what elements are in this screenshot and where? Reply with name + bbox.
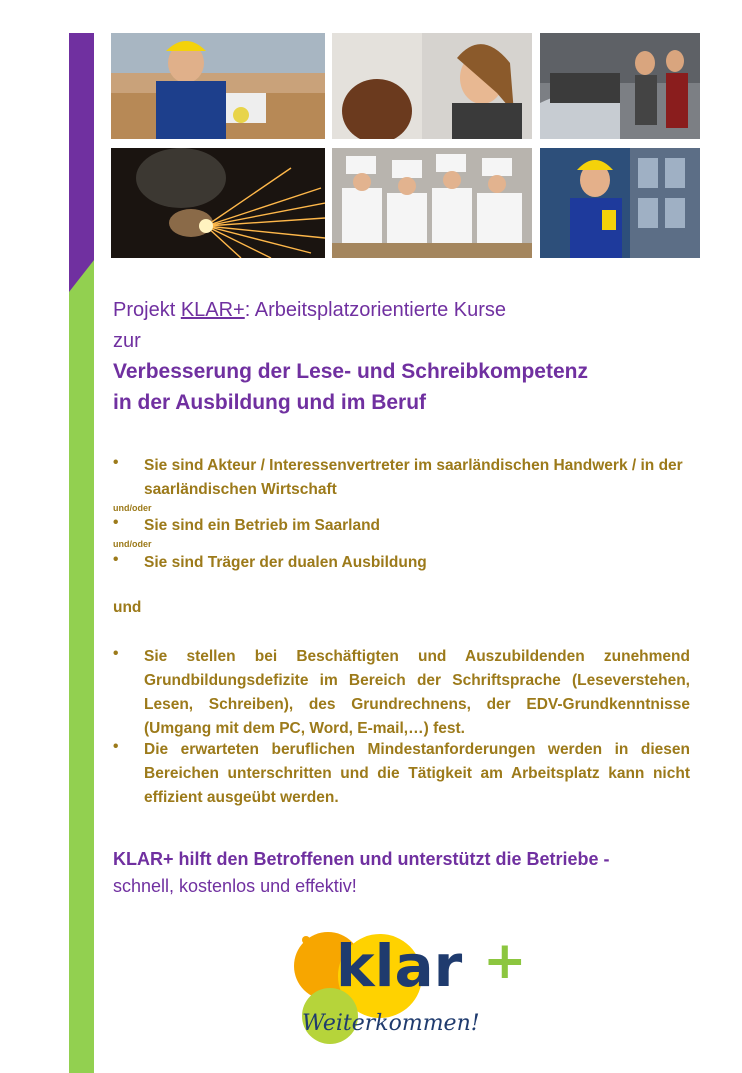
heading-suffix: : Arbeitsplatzorientierte Kurse: [244, 299, 506, 321]
side-bar-green: [69, 260, 94, 1073]
bullet-marker: •: [113, 738, 119, 755]
bullet-akteur: [113, 454, 690, 504]
bullet-betrieb: [113, 514, 690, 538]
bullet-text: Die erwarteten beruflichen Mindestanforderungen werden in diesen Bereichen unterschritten und die Tätigkeit am Arbeitsplatz kann nicht effizient ausgeübt werden.: [144, 741, 690, 806]
bullet-text: Sie sind ein Betrieb im Saarland: [144, 517, 381, 534]
bullet-text: Sie sind Träger der dualen Ausbildung: [144, 554, 427, 571]
photo-worker-clipboard: [111, 33, 325, 139]
bullet-text: Sie sind Akteur / Interessenvertreter im saarländischen Handwerk / in der saarländischen Wirtschaft: [144, 457, 683, 498]
photo-welder-grinder: [111, 148, 325, 258]
heading-line-2: zur: [113, 330, 141, 352]
bullet-mindestanforderungen: [113, 738, 690, 810]
photo-chefs: [332, 148, 532, 258]
klar-plus-logo: [288, 918, 538, 1048]
logo-plus: +: [483, 931, 527, 991]
bullet-traeger: [113, 551, 690, 575]
bullet-marker: •: [113, 454, 119, 471]
heading-prefix: Projekt: [113, 299, 181, 321]
heading-line-3: Verbesserung der Lese- und Schreibkompetenz: [113, 360, 588, 383]
logo-dot: [302, 936, 310, 944]
heading-line-4: in der Ausbildung und im Beruf: [113, 391, 427, 414]
photo-hairdresser: [332, 33, 532, 139]
bullet-marker: •: [113, 514, 119, 531]
bullet-grundbildung: [113, 645, 690, 741]
side-bar-notch: [69, 260, 94, 292]
connector-und-oder-2: und/oder: [113, 539, 152, 549]
bullet-marker: •: [113, 551, 119, 568]
connector-und: und: [113, 599, 142, 616]
photo-electrician: [540, 148, 700, 258]
heading-line-1: [113, 299, 506, 322]
side-bar-purple: [69, 33, 94, 260]
photo-car-mechanics: [540, 33, 700, 139]
bullet-marker: •: [113, 645, 119, 662]
logo-word: klar: [336, 932, 463, 1000]
connector-und-oder-1: und/oder: [113, 503, 152, 513]
klar-link[interactable]: KLAR+: [180, 299, 245, 321]
bullet-text: Sie stellen bei Beschäftigten und Auszubildenden zunehmend Grundbildungsdefizite im Bereich der Schriftsprache (Leseverstehen, Lesen, Schreiben), des Grundrechnens, der EDV-Grundkenntnisse (Umgang mit dem PC, Word, E-mail,…) fest.: [144, 648, 690, 737]
logo-tagline: Weiterkommen!: [302, 1011, 480, 1036]
closing-line-2: schnell, kostenlos und effektiv!: [113, 876, 357, 896]
closing-line-1: KLAR+ hilft den Betroffenen und unterstützt die Betriebe -: [113, 849, 610, 869]
